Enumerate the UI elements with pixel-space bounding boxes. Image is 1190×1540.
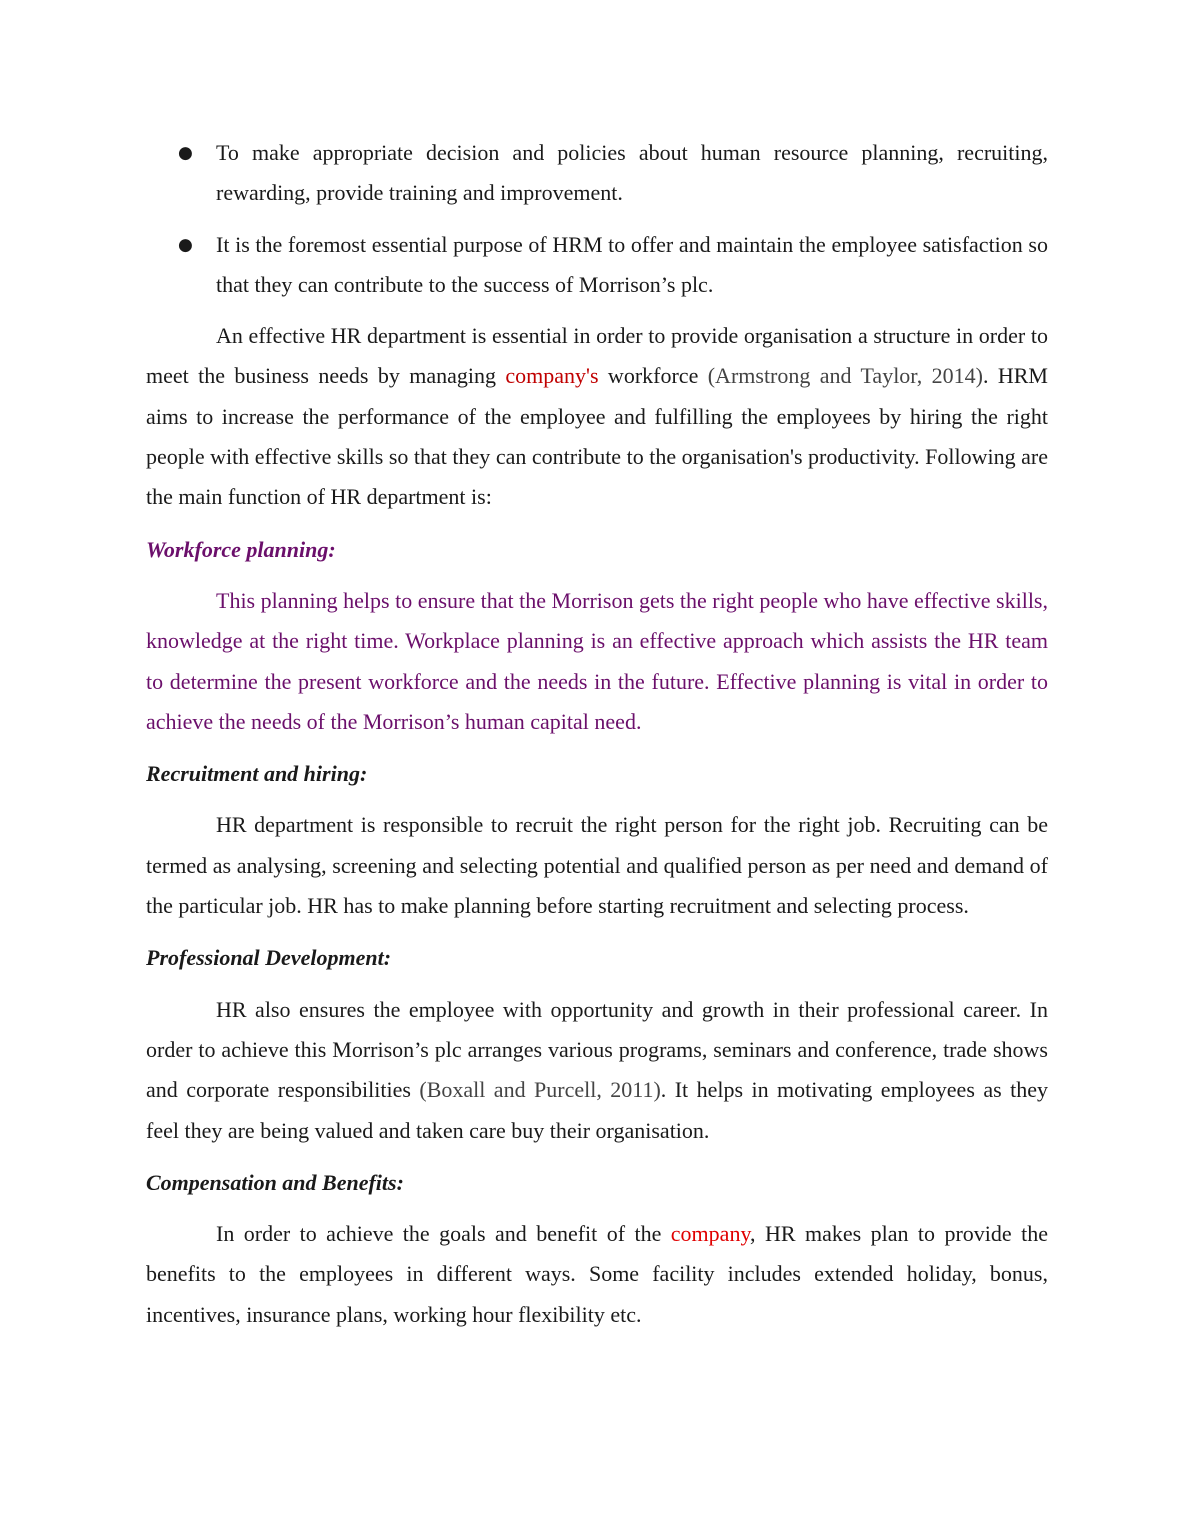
list-item (146, 133, 1048, 214)
highlighted-word: company (670, 1221, 751, 1247)
highlighted-word: company's (505, 363, 599, 389)
objectives-list (146, 133, 1048, 305)
intro-paragraph (146, 316, 1048, 517)
development-text-2: . It helps in motivating employees as they feel they are being valued and taken care buy their organisation. (146, 1077, 1048, 1143)
citation: (Boxall and Purcell, 2011) (419, 1077, 661, 1103)
section-body-compensation (146, 1214, 1048, 1335)
section-body-recruitment: HR department is responsible to recruit the right person for the right job. Recruiting can be termed as analysing, screening and selecting potential and qualified person as per need and demand of the particular job. HR has to make planning before starting recruitment and selecting process. (146, 812, 1048, 919)
development-text-1: HR also ensures the employee with opportunity and growth in their professional career. In order to achieve this Morrison’s plc arranges various programs, seminars and conference, trade shows and corporate responsibilities (146, 996, 1048, 1103)
list-item-text: To make appropriate decision and policies about human resource planning, recruiting, rewarding, provide training and improvement. (216, 140, 1048, 206)
compensation-text-2: , HR makes plan to provide the benefits to the employees in different ways. Some facility includes extended holiday, bonus, incentives, insurance plans, working hour flexibility etc. (146, 1221, 1048, 1327)
bullet-icon: ● (178, 143, 193, 163)
section-heading-workforce: Workforce planning: (146, 536, 336, 562)
intro-text-2: workforce (598, 363, 708, 389)
section-heading-development: Professional Development: (146, 945, 392, 971)
compensation-text-1: In order to achieve the goals and benefit of the (216, 1221, 671, 1247)
section-body-development (146, 990, 1048, 1151)
section-heading-recruitment: Recruitment and hiring: (146, 761, 368, 787)
intro-text-1: An effective HR department is essential in order to provide organisation a structure in order to meet the business needs by managing (146, 323, 1048, 389)
section-heading-compensation: Compensation and Benefits: (146, 1169, 404, 1195)
citation: (Armstrong and Taylor, 2014) (707, 363, 983, 389)
intro-text-3: . HRM aims to increase the performance of the employee and fulfilling the employees by hiring the right people with effective skills so that they can contribute to the organisation's productivity. Following are the main function of HR department is: (146, 363, 1048, 510)
list-item (146, 225, 1048, 306)
bullet-icon: ● (178, 234, 193, 255)
list-item-text: It is the foremost essential purpose of HRM to offer and maintain the employee satisfaction so that they can contribute to the success of Morrison’s plc. (216, 231, 1048, 297)
section-body-workforce: This planning helps to ensure that the Morrison gets the right people who have effective skills, knowledge at the right time. Workplace planning is an effective approach which assists the HR team to determine the present workforce and the needs in the future. Effective planning is vital in order to achieve the needs of the Morrison’s human capital need. (146, 587, 1048, 734)
document-page (146, 133, 1048, 1347)
